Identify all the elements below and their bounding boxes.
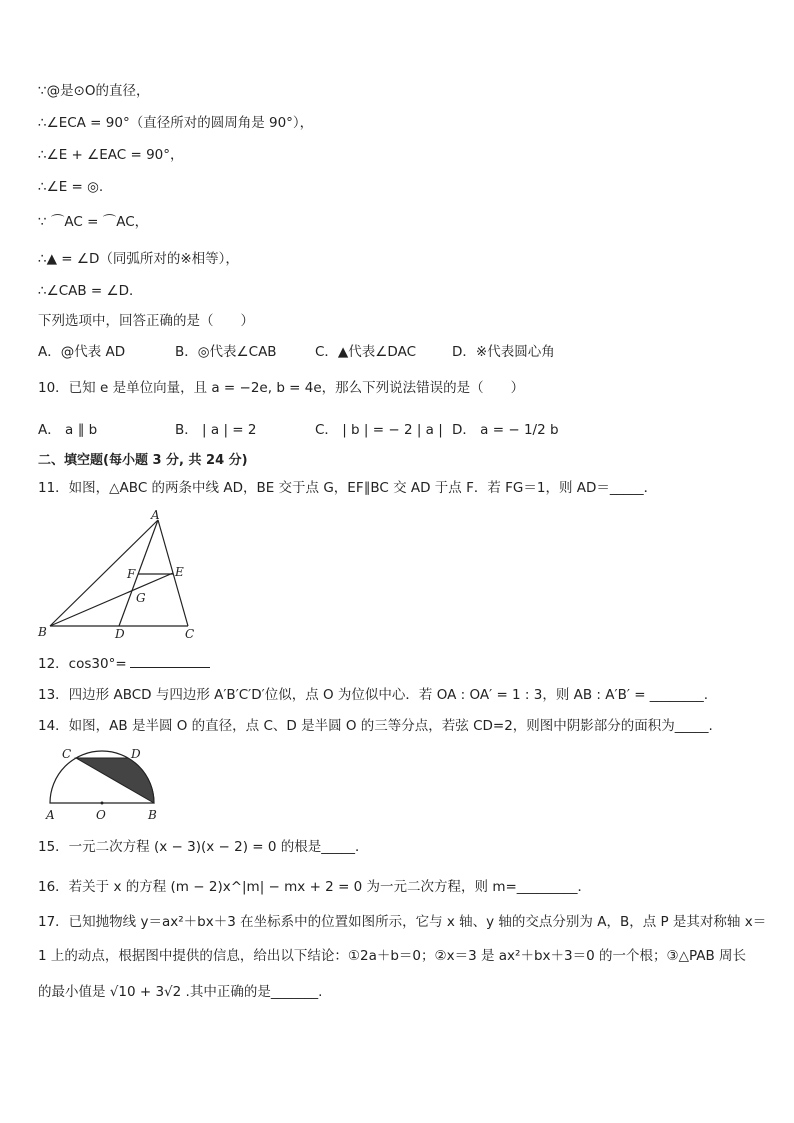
proof-line-5: ∵ ⌒AC = ⌒AC， xyxy=(38,214,149,230)
shaded-region xyxy=(76,758,154,803)
proof-line-6: ∴▲ = ∠D（同弧所对的※相等）， xyxy=(38,251,239,267)
label-b: B xyxy=(38,625,47,639)
center-point xyxy=(101,802,104,805)
q11-triangle-figure xyxy=(36,508,206,643)
q9-option-b: B．◎代表∠CAB xyxy=(175,344,277,360)
q15-text: 15．一元二次方程 (x − 3)(x − 2) = 0 的根是_____． xyxy=(38,839,369,855)
label-g: G xyxy=(136,591,146,605)
label-a: A xyxy=(46,808,55,822)
label-d: D xyxy=(131,747,141,761)
q10-option-b: B． | a | = 2 xyxy=(175,422,257,438)
question-prompt: 下列选项中，回答正确的是（ ） xyxy=(38,313,254,329)
section-heading: 二、填空题(每小题 3 分, 共 24 分) xyxy=(38,453,248,468)
q11-text: 11．如图，△ABC 的两条中线 AD，BE 交于点 G，EF∥BC 交 AD 于点 F．若 FG＝1，则 AD＝_____． xyxy=(38,480,658,496)
proof-line-4: ∴∠E = ◎. xyxy=(38,179,104,195)
q17-line-2: 1 上的动点，根据图中提供的信息，给出以下结论：①2a＋b＝0；②x＝3 是 ax²＋bx＋3＝0 的一个根；③△PAB 周长 xyxy=(38,948,747,964)
q9-option-a: A．@代表 AD xyxy=(38,344,126,360)
median-ad xyxy=(119,520,158,626)
label-a: A xyxy=(151,508,160,522)
q12-answer-blank[interactable] xyxy=(130,655,210,668)
label-b: B xyxy=(148,808,157,822)
q10-stem: 10．已知 e 是单位向量，且 a = −2e, b = 4e，那么下列说法错误的是（ ） xyxy=(38,380,525,396)
proof-line-2: ∴∠ECA = 90°（直径所对的圆周角是 90°）， xyxy=(38,115,314,131)
proof-line-1: ∵@是⊙O的直径， xyxy=(38,83,150,99)
q14-semicircle-figure xyxy=(36,745,166,823)
proof-line-7: ∴∠CAB = ∠D． xyxy=(38,283,143,299)
label-o: O xyxy=(96,808,106,822)
q13-text: 13．四边形 ABCD 与四边形 A′B′C′D′位似，点 O 为位似中心．若 OA : OA′ = 1 : 3，则 AB : A′B′ = ________. xyxy=(38,687,709,703)
q10-option-a: A． a ∥ b xyxy=(38,422,98,438)
q10-option-d: D． a = − 1/2 b xyxy=(452,422,559,438)
label-d: D xyxy=(115,627,125,641)
q9-option-c: C．▲代表∠DAC xyxy=(315,344,416,360)
q16-text: 16．若关于 x 的方程 (m − 2)x^|m| − mx + 2 = 0 为一元二次方程，则 m=_________． xyxy=(38,879,592,895)
label-c: C xyxy=(185,627,195,641)
q12-prompt: 12．cos30°= xyxy=(38,656,127,672)
side-ab xyxy=(50,520,158,626)
q12-text xyxy=(38,655,213,673)
label-f: F xyxy=(127,567,136,581)
q9-option-d: D．※代表圆心角 xyxy=(452,344,555,360)
q17-line-3: 的最小值是 √10 + 3√2 .其中正确的是_______. xyxy=(38,984,323,1000)
q17-line-1: 17．已知抛物线 y＝ax²＋bx＋3 在坐标系中的位置如图所示，它与 x 轴、y 轴的交点分别为 A，B，点 P 是其对称轴 x＝ xyxy=(38,914,767,930)
label-c: C xyxy=(62,747,72,761)
median-be xyxy=(50,573,173,626)
q10-option-c: C． | b | = − 2 | a | xyxy=(315,422,443,438)
q14-text: 14．如图，AB 是半圆 O 的直径，点 C、D 是半圆 O 的三等分点，若弦 CD=2，则图中阴影部分的面积为_____. xyxy=(38,718,713,734)
label-e: E xyxy=(175,565,184,579)
proof-line-3: ∴∠E + ∠EAC = 90°， xyxy=(38,147,184,163)
